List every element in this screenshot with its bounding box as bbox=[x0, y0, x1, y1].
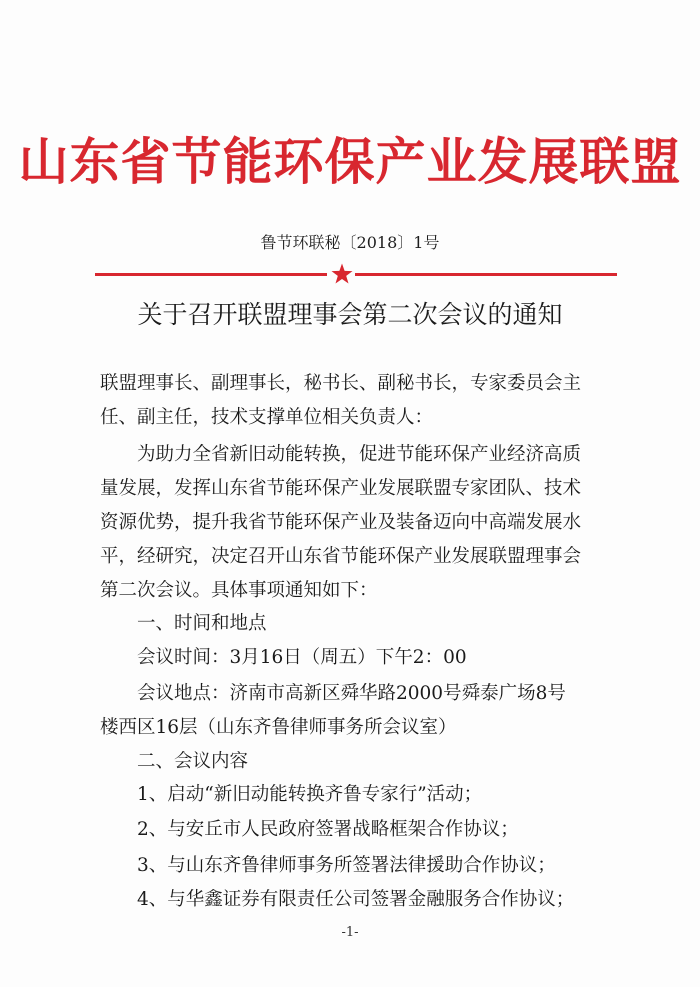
body-line: 任、副主任，技术支撑单位相关负责人： bbox=[100, 407, 434, 428]
star-icon bbox=[330, 262, 354, 286]
body-line: 资源优势，提升我省节能环保产业及装备迈向中高端发展水 bbox=[100, 512, 582, 533]
body-line: 第二次会议。具体事项通知如下： bbox=[100, 580, 378, 601]
page-number: -1- bbox=[341, 925, 359, 940]
agenda-item: 4、与华鑫证券有限责任公司签署金融服务合作协议； bbox=[137, 889, 575, 910]
organization-header: 山东省节能环保产业发展联盟 bbox=[18, 132, 682, 191]
section-heading-content: 二、会议内容 bbox=[137, 751, 249, 772]
agenda-item: 1、启动“新旧动能转换齐鲁专家行”活动； bbox=[137, 784, 483, 805]
section-heading-time-place: 一、时间和地点 bbox=[137, 613, 267, 634]
document-number: 鲁节环联秘〔2018〕1号 bbox=[260, 233, 440, 252]
body-line: 为助力全省新旧动能转换，促进节能环保产业经济高质 bbox=[137, 444, 582, 465]
red-divider-right bbox=[355, 273, 617, 276]
meeting-time: 会议时间：3月16日（周五）下午2：00 bbox=[137, 647, 467, 668]
agenda-item: 3、与山东齐鲁律师事务所签署法律援助合作协议； bbox=[137, 855, 556, 876]
notice-title: 关于召开联盟理事会第二次会议的通知 bbox=[137, 300, 563, 329]
body-line: 平，经研究，决定召开山东省节能环保产业发展联盟理事会 bbox=[100, 546, 582, 567]
meeting-location: 会议地点：济南市高新区舜华路2000号舜泰广场8号 bbox=[137, 683, 566, 704]
meeting-location-cont: 楼西区16层（山东齐鲁律师事务所会议室） bbox=[100, 717, 457, 738]
agenda-item: 2、与安丘市人民政府签署战略框架合作协议； bbox=[137, 819, 519, 840]
red-divider-left bbox=[95, 273, 327, 276]
body-line: 联盟理事长、副理事长，秘书长、副秘书长，专家委员会主 bbox=[100, 373, 582, 394]
body-line: 量发展，发挥山东省节能环保产业发展联盟专家团队、技术 bbox=[100, 478, 582, 499]
